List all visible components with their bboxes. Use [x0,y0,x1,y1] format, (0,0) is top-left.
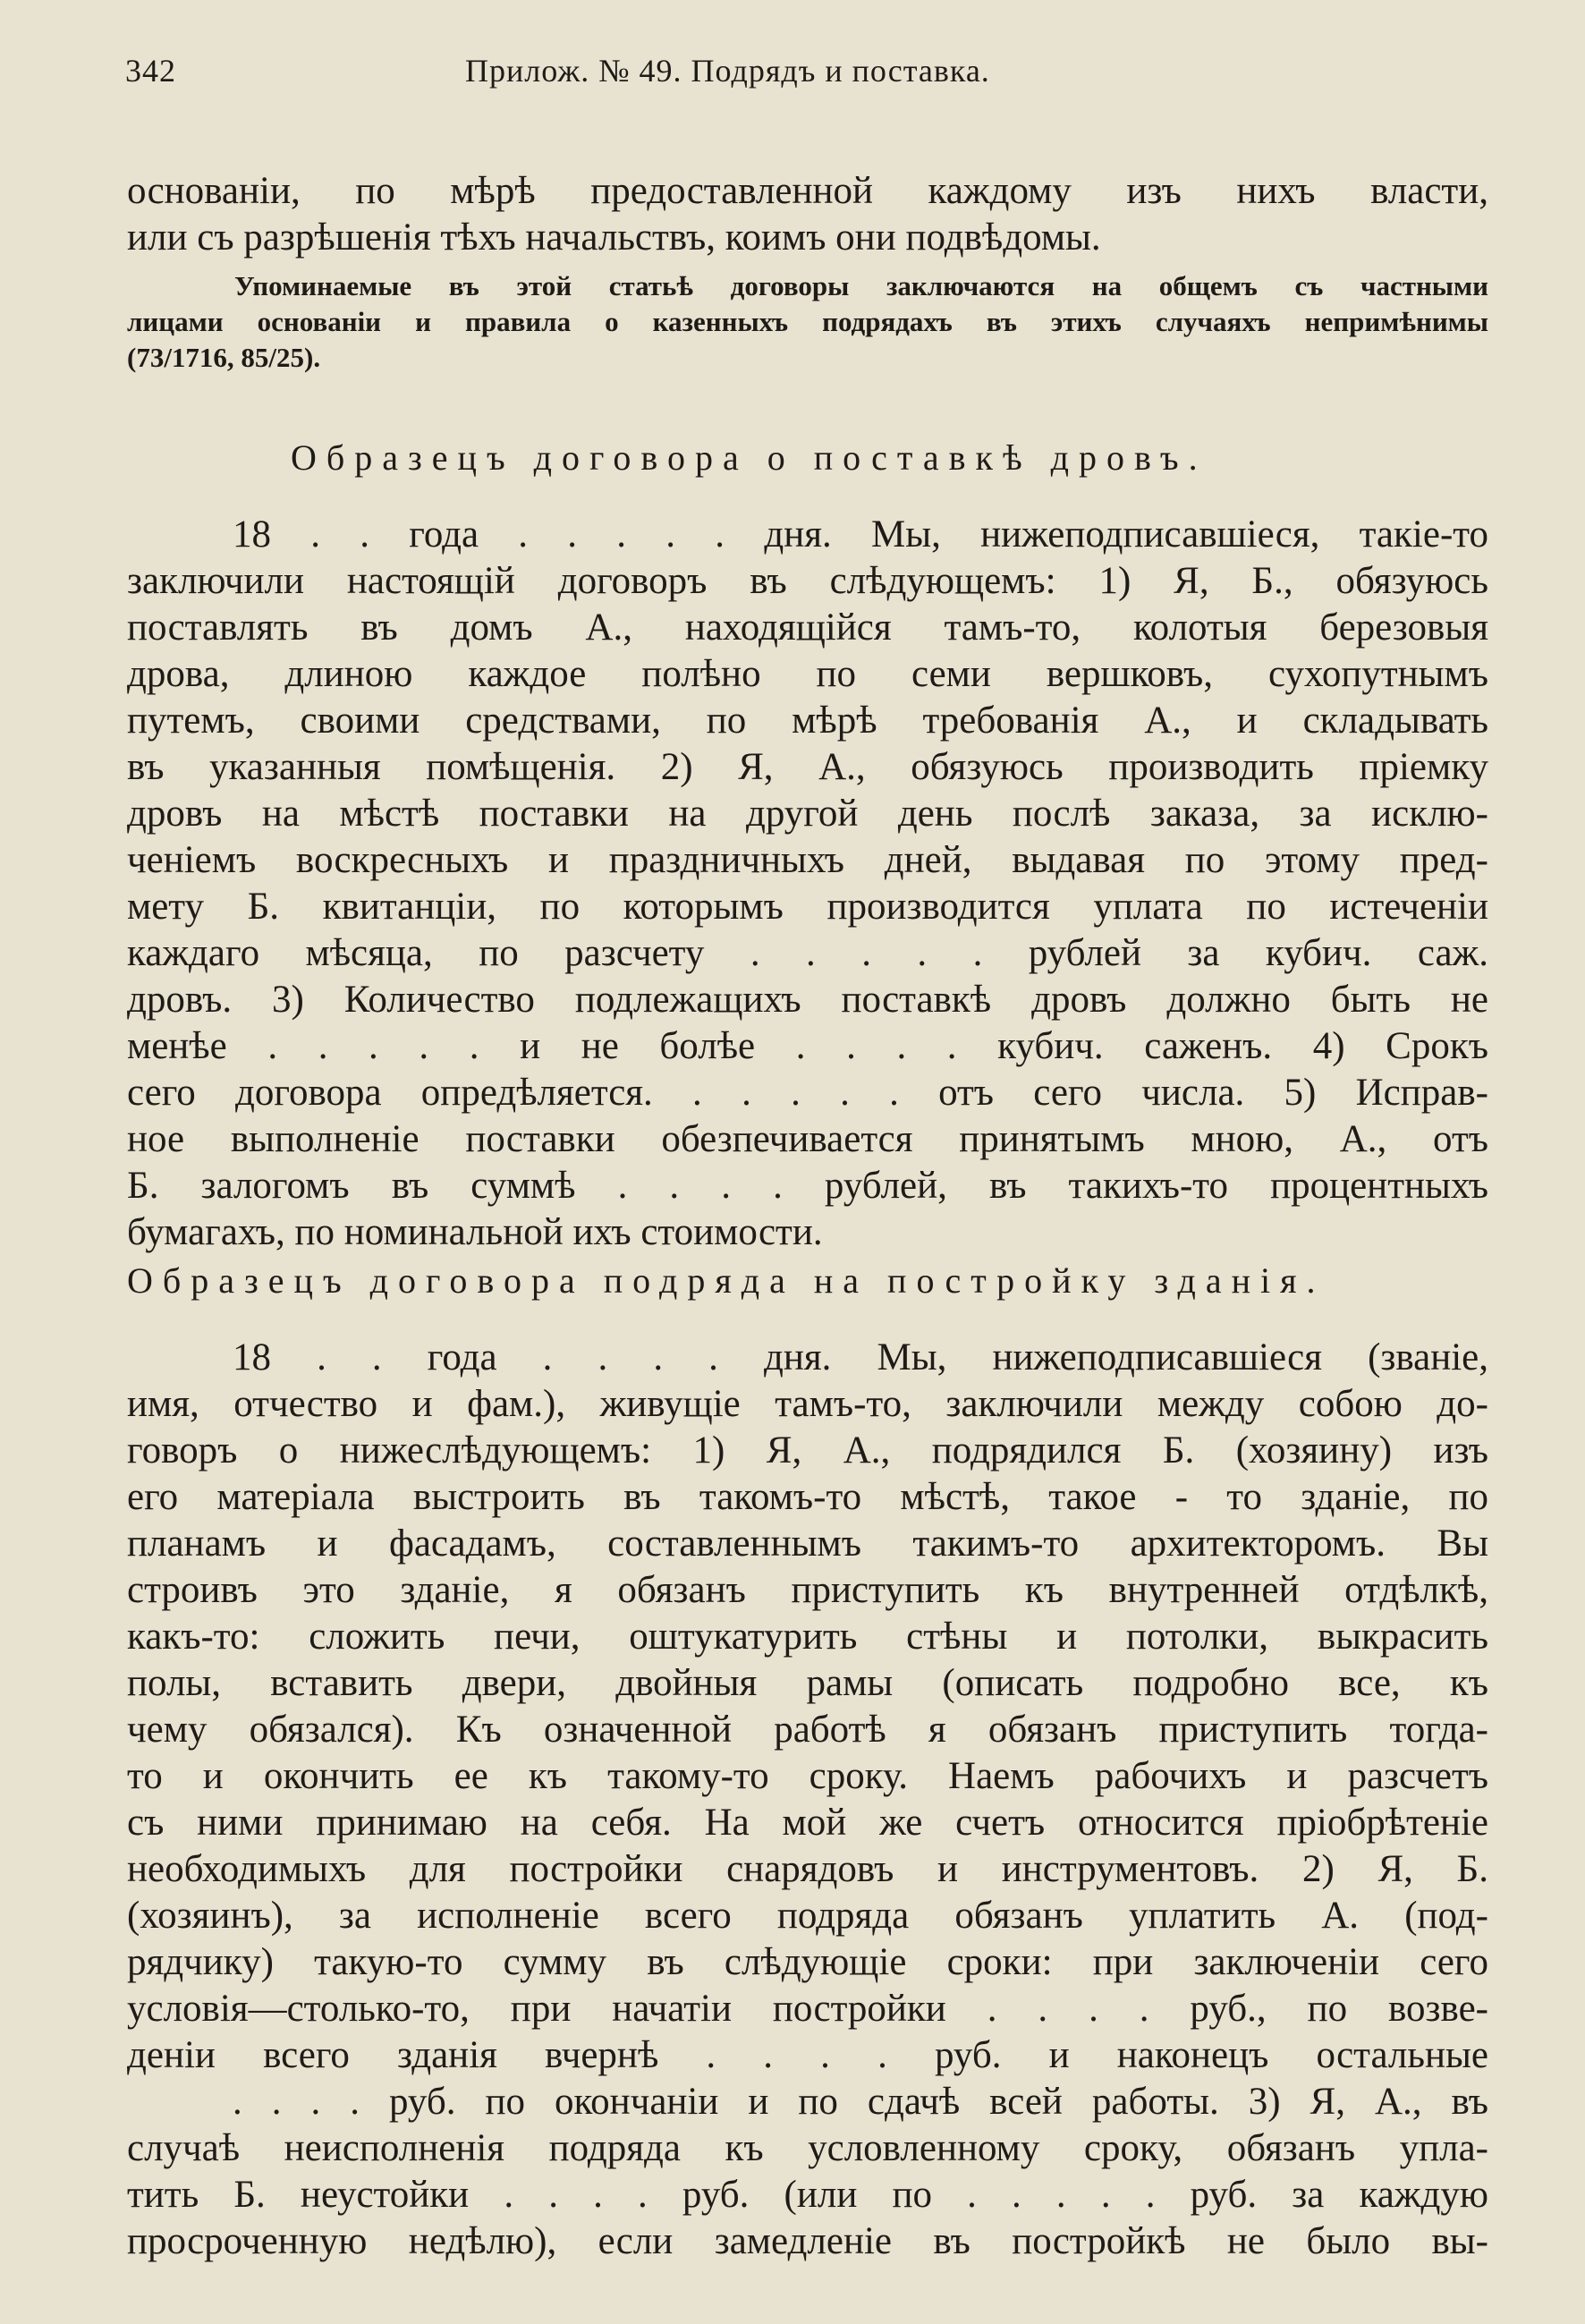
text-line: условія—столько-то, при начатіи постройки . . . . руб., по возве- [127,1988,1488,2030]
building-contract-text [127,1335,1488,2265]
section-heading-firewood: Образецъ договора о поставкѣ дровъ. [291,437,1208,478]
text-line: . . . . руб. по окончаніи и по сдачѣ всей работы. 3) Я, А., въ [233,2081,1488,2123]
text-line: 18 . . года . . . . . дня. Мы, нижеподписавшіеся, такіе-то [233,513,1488,556]
text-line: планамъ и фасадамъ, составленнымъ такимъ-то архитекторомъ. Вы [127,1522,1488,1565]
text-line: заключили настоящій договоръ въ слѣдующемъ: 1) Я, Б., обязуюсь [127,560,1488,602]
text-line: ное выполненіе поставки обезпечивается принятымъ мною, А., отъ [127,1118,1488,1160]
text-line: его матеріала выстроить въ такомъ-то мѣстѣ, такое - то зданіе, по [127,1476,1488,1518]
text-line: деніи всего зданія вчернѣ . . . . руб. и наконецъ остальные [127,2034,1488,2076]
text-line: каждаго мѣсяца, по разсчету . . . . . рублей за кубич. саж. [127,932,1488,974]
text-line: съ ними принимаю на себя. На мой же счетъ относится пріобрѣтеніе [127,1802,1488,1844]
text-line: рядчику) такую-то сумму въ слѣдующіе сроки: при заключеніи сего [127,1941,1488,1983]
text-line: полы, вставить двери, двойныя рамы (описать подробно все, къ [127,1662,1488,1704]
intro-paragraph [127,168,1488,261]
text-line: (хозяинъ), за исполненіе всего подряда обязанъ уплатить А. (под- [127,1895,1488,1937]
note-line: Упоминаемые въ этой статьѣ договоры заключаются на общемъ съ частными [234,270,1488,301]
text-line: говоръ о нижеслѣдующемъ: 1) Я, А., подрядился Б. (хозяину) изъ [127,1429,1488,1472]
text-line: путемъ, своими средствами, по мѣрѣ требованія А., и складывать [127,700,1488,742]
text-line: просроченную недѣлю), если замедленіе въ постройкѣ не было вы- [127,2220,1488,2262]
page-number: 342 [125,53,176,89]
text-line: основаніи, по мѣрѣ предоставленной каждому изъ нихъ власти, [127,170,1488,212]
footnote-paragraph [127,268,1488,376]
text-line: дровъ на мѣстѣ поставки на другой день послѣ заказа, за исклю- [127,793,1488,835]
text-line: мету Б. квитанціи, по которымъ производится уплата по истеченіи [127,886,1488,928]
firewood-contract-text [127,512,1488,1256]
page-header [125,52,1487,106]
running-title: Прилож. № 49. Подрядъ и поставка. [465,53,990,89]
text-line: въ указанныя помѣщенія. 2) Я, А., обязуюсь производить пріемку [127,746,1488,788]
text-line: то и окончить ее къ такому-то сроку. Наемъ рабочихъ и разсчетъ [127,1755,1488,1797]
text-line: менѣе . . . . . и не болѣе . . . . кубич. саженъ. 4) Срокъ [127,1025,1488,1067]
text-line: имя, отчество и фам.), живущіе тамъ-то, заключили между собою до- [127,1383,1488,1425]
text-line: необходимыхъ для постройки снарядовъ и инструментовъ. 2) Я, Б. [127,1848,1488,1890]
note-line: лицами основаніи и правила о казенныхъ подрядахъ въ этихъ случаяхъ непримѣнимы [127,306,1488,337]
text-line: поставлять въ домъ А., находящійся тамъ-то, колотыя березовыя [127,606,1488,649]
text-line: 18 . . года . . . . дня. Мы, нижеподписавшіеся (званіе, [233,1336,1488,1378]
text-line: дровъ. 3) Количество подлежащихъ поставкѣ дровъ должно быть не [127,979,1488,1021]
text-line: тить Б. неустойки . . . . руб. (или по . . . . . руб. за каждую [127,2174,1488,2216]
text-line: Б. залогомъ въ суммѣ . . . . рублей, въ такихъ-то процентныхъ [127,1165,1488,1207]
text-line: или съ разрѣшенія тѣхъ начальствъ, коимъ они подвѣдомы. [127,216,1101,259]
section-heading-building: Образецъ договора подряда на постройку зданія. [127,1260,1326,1301]
text-line: какъ-то: сложить печи, оштукатурить стѣны и потолки, выкрасить [127,1616,1488,1658]
text-line: ченіемъ воскресныхъ и праздничныхъ дней, выдавая по этому пред- [127,839,1488,881]
note-line: (73/1716, 85/25). [127,342,321,373]
text-line: строивъ это зданіе, я обязанъ приступить къ внутренней отдѣлкѣ, [127,1569,1488,1611]
text-line: сего договора опредѣляется. . . . . . отъ сего числа. 5) Исправ- [127,1072,1488,1114]
text-line: случаѣ неисполненія подряда къ условленному сроку, обязанъ упла- [127,2127,1488,2169]
text-line: бумагахъ, по номинальной ихъ стоимости. [127,1211,823,1253]
text-line: дрова, длиною каждое полѣно по семи вершковъ, сухопутнымъ [127,653,1488,695]
text-line: чему обязался). Къ означенной работѣ я обязанъ приступить тогда- [127,1709,1488,1751]
